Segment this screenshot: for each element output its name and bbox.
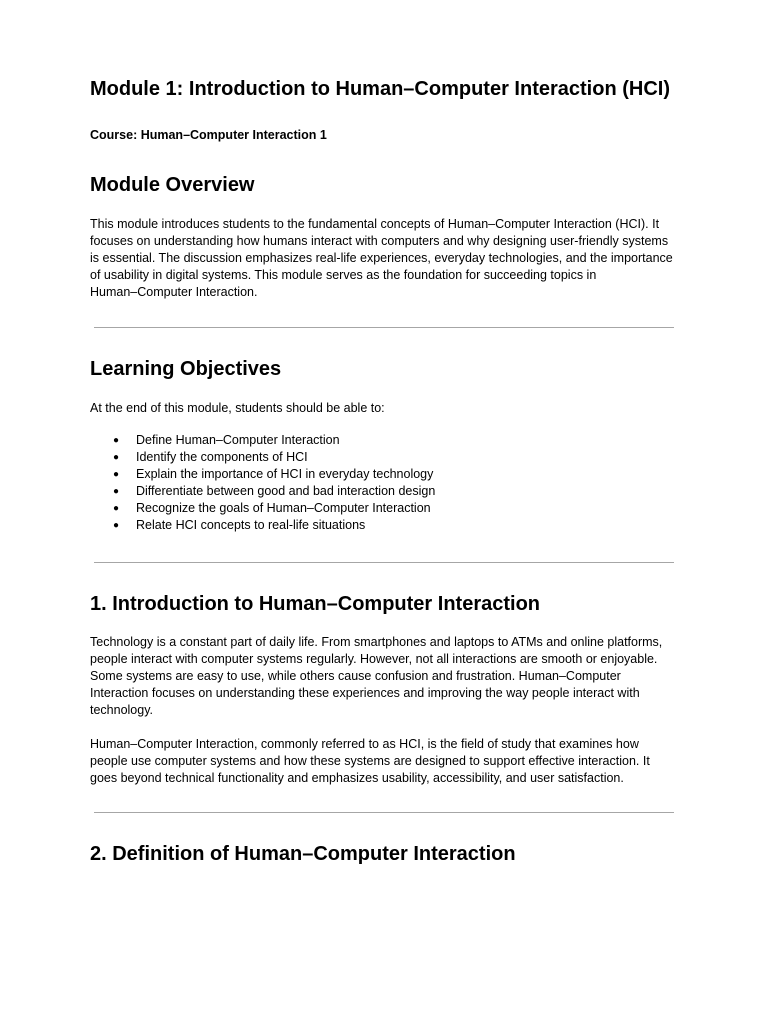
paragraph-line: people interact with computer systems regularly. However, not all interactions are smooth or enjoyable. [90, 652, 658, 666]
list-item [113, 500, 435, 517]
course-label: Course: Human–Computer Interaction 1 [90, 128, 327, 142]
learning-objectives-heading: Learning Objectives [90, 358, 282, 380]
list-item-text: Relate HCI concepts to real-life situations [136, 518, 366, 532]
list-item [113, 483, 435, 500]
paragraph-line: Some systems are easy to use, while others cause confusion and frustration. Human–Computer [90, 669, 621, 683]
module-overview-paragraph [90, 216, 690, 301]
list-item [113, 449, 435, 466]
objectives-intro: At the end of this module, students should be able to: [90, 401, 385, 415]
paragraph-line: Interaction focuses on understanding these experiences and improving the way people interact with [90, 686, 640, 700]
document-title: Module 1: Introduction to Human–Computer Interaction (HCI) [90, 78, 670, 100]
section-2-heading: 2. Definition of Human–Computer Interaction [90, 843, 516, 865]
paragraph-line: Technology is a constant part of daily life. From smartphones and laptops to ATMs and online platforms, [90, 635, 663, 649]
section-1-paragraph-1 [90, 634, 690, 719]
list-item [113, 432, 435, 449]
list-item [113, 517, 435, 534]
paragraph-line: of usability in digital systems. This module serves as the foundation for succeeding topics in [90, 268, 597, 282]
list-item-text: Identify the components of HCI [136, 450, 308, 464]
paragraph-line: This module introduces students to the fundamental concepts of Human–Computer Interaction (HCI). It [90, 217, 660, 231]
list-item-text: Explain the importance of HCI in everyday technology [136, 467, 434, 481]
section-1-heading: 1. Introduction to Human–Computer Interaction [90, 593, 541, 615]
list-item-text: Recognize the goals of Human–Computer Interaction [136, 501, 431, 515]
paragraph-line: people use computer systems and how these systems are designed to support effective interaction. It [90, 754, 650, 768]
module-overview-heading: Module Overview [90, 174, 255, 196]
section-1-paragraph-2 [90, 736, 690, 787]
bullet-icon: ● [113, 520, 120, 531]
bullet-icon: ● [113, 452, 120, 463]
list-item [113, 466, 435, 483]
bullet-icon: ● [113, 486, 120, 497]
paragraph-line: technology. [90, 703, 154, 717]
paragraph-line: goes beyond technical functionality and emphasizes usability, accessibility, and user satisfaction. [90, 771, 624, 785]
section-divider [94, 327, 674, 328]
bullet-icon: ● [113, 469, 120, 480]
paragraph-line: is essential. The discussion emphasizes real-life experiences, everyday technologies, and the importance [90, 251, 673, 265]
list-item-text: Define Human–Computer Interaction [136, 433, 340, 447]
paragraph-line: focuses on understanding how humans interact with computers and why designing user-friendly systems [90, 234, 669, 248]
bullet-icon: ● [113, 435, 120, 446]
objectives-list [113, 432, 435, 534]
section-divider [94, 562, 674, 563]
section-divider [94, 812, 674, 813]
list-item-text: Differentiate between good and bad interaction design [136, 484, 436, 498]
bullet-icon: ● [113, 503, 120, 514]
paragraph-line: Human–Computer Interaction. [90, 285, 258, 299]
paragraph-line: Human–Computer Interaction, commonly referred to as HCI, is the field of study that examines how [90, 737, 639, 751]
